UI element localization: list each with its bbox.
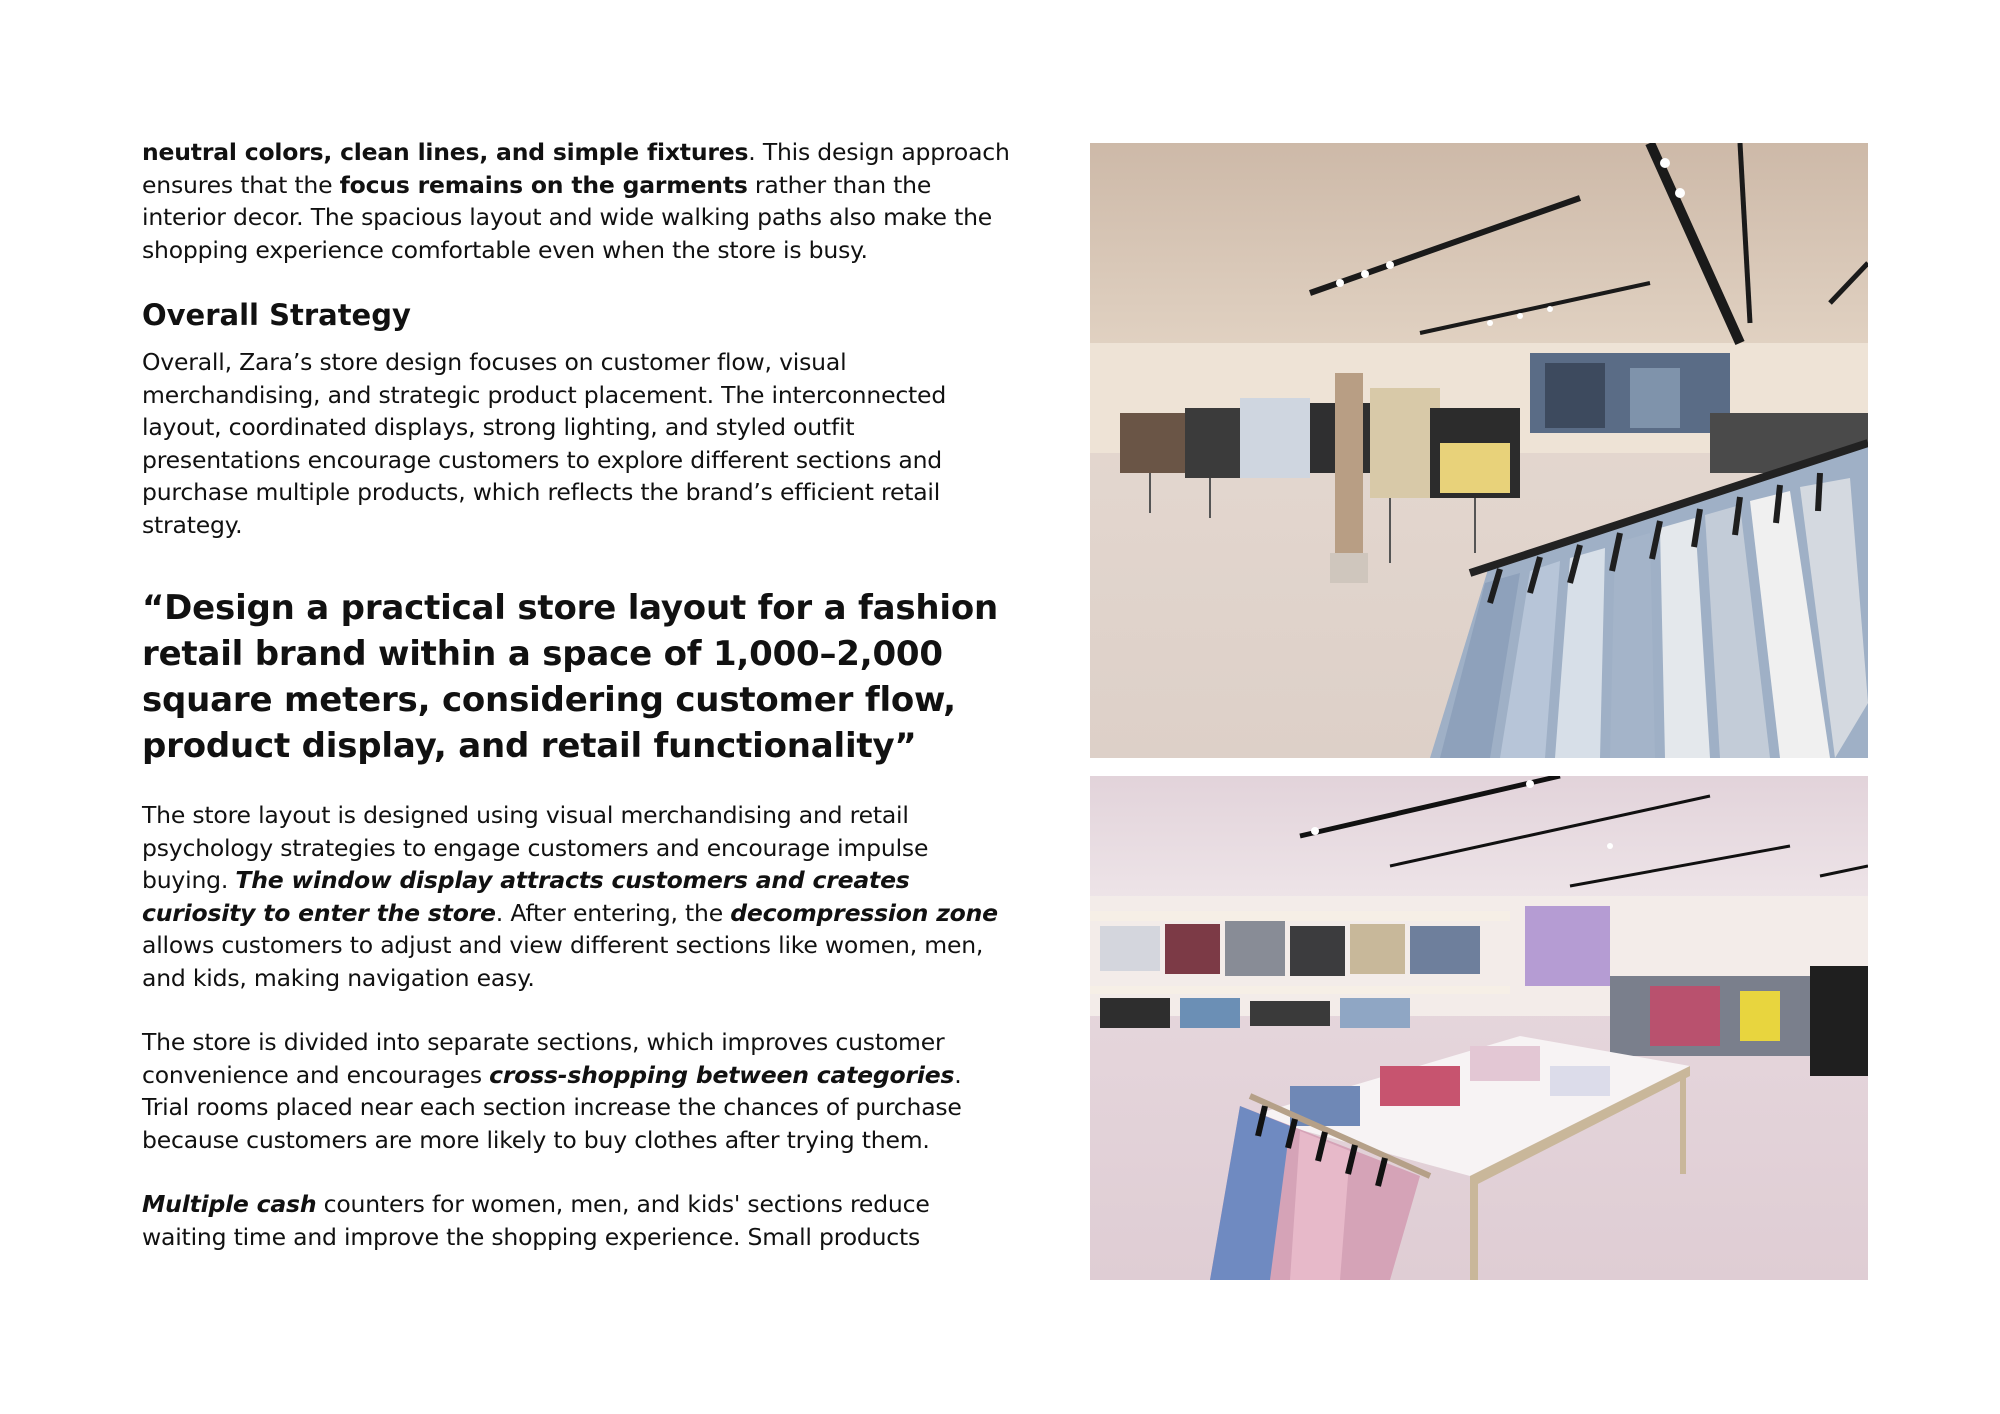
text-run: . This design approach ensures that the bbox=[142, 138, 1010, 199]
text-run: The store layout is designed using visual merchandising and retail psychology strategies to engage customers and encourage impulse buying. bbox=[142, 801, 929, 894]
text-run: . After entering, the bbox=[495, 898, 731, 927]
cash-counters-paragraph bbox=[142, 1188, 1012, 1253]
text-run: . Trial rooms placed near each section increase the chances of purchase because customers are more likely to buy clothes after trying them. bbox=[142, 1060, 962, 1154]
text-run: counters for women, men, and kids' sections reduce waiting time and improve the shopping experience. Small products bbox=[142, 1190, 930, 1251]
bold-italic-phrase: The window display attracts customers and creates curiosity to enter the store bbox=[142, 866, 910, 927]
bold-italic-phrase: decompression zone bbox=[730, 898, 998, 927]
bold-italic-phrase: Multiple cash bbox=[142, 1190, 317, 1218]
text-run: rather than the interior decor. The spacious layout and wide walking paths also make the shopping experience comfortable even when the store is busy. bbox=[142, 170, 993, 264]
intro-paragraph bbox=[142, 136, 1012, 266]
paragraph-gap bbox=[142, 1156, 1012, 1188]
store-interior-illustration bbox=[1090, 143, 1868, 758]
overall-strategy-heading: Overall Strategy bbox=[142, 298, 411, 332]
kids-section-illustration bbox=[1090, 776, 1868, 1280]
bold-italic-phrase: cross-shopping between categories bbox=[489, 1060, 955, 1089]
text-run: allows customers to adjust and view different sections like women, men, and kids, making navigation easy. bbox=[142, 931, 984, 992]
text-run: The store is divided into separate sections, which improves customer convenience and encourages bbox=[142, 1028, 945, 1089]
sections-paragraph bbox=[142, 1026, 1012, 1156]
text-column bbox=[142, 136, 1012, 1253]
bold-phrase: focus remains on the garments bbox=[339, 170, 748, 199]
store-interior-photo-top bbox=[1090, 143, 1868, 758]
layout-paragraph bbox=[142, 799, 1012, 994]
store-interior-photo-bottom bbox=[1090, 776, 1868, 1280]
bold-phrase: neutral colors, clean lines, and simple fixtures bbox=[142, 138, 749, 166]
paragraph-gap bbox=[142, 994, 1012, 1026]
design-brief-quote: “Design a practical store layout for a fashion retail brand within a space of 1,000–2,000 square meters, considering customer flow, product display, and retail functionality” bbox=[142, 588, 998, 766]
overall-strategy-paragraph: Overall, Zara’s store design focuses on customer flow, visual merchandising, and strategic product placement. The interconnected layout, coordinated displays, strong lighting, and styled outfit presentations encourage customers to explore different sections and purchase multiple products, which reflects the brand’s efficient retail strategy. bbox=[142, 348, 947, 539]
